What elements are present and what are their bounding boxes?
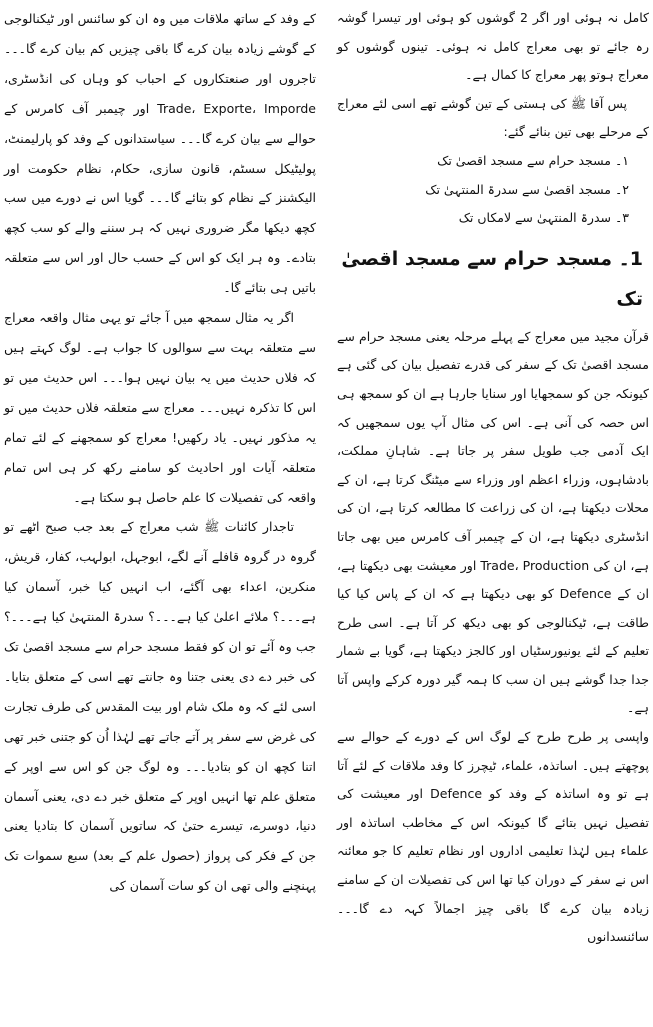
left-paragraph-1: کے وفد کے ساتھ ملاقات میں وہ ان کو سائنس اور ٹیکنالوجی کے گوشے زیادہ بیان کرے گا باقی چیزیں کم بیان کرے گا۔۔۔ تاجروں اور صنعتکاروں کے احباب کو وہاں کی انڈسٹری، Trade، Exporte، Imporde اور چیمبر آف کامرس کے حوالے سے بیان کرے گا۔۔۔ سیاستدانوں کے وفد کو پارلیمنٹ، پولیٹیکل سسٹم، قانون سازی، حکام، نظام حکومت اور الیکشنز کے نظام کو بتائے گا۔۔۔ گویا اس نے دورے میں سب کچھ دیکھا مگر ضروری نہیں کہ ہر سننے والے کو سب کچھ بتادے۔ وہ ہر ایک کو اس کے حسب حال اور اس سے متعلقہ باتیں ہی بتائے گا۔ xyxy=(4,11,317,296)
stages-list xyxy=(337,147,649,233)
stage-item-3: ۳۔ سدرۃ المنتہیٰ سے لامکاں تک xyxy=(458,210,629,226)
left-paragraph-2: اگر یہ مثال سمجھ میں آ جائے تو یہی مثال واقعہ معراج سے متعلقہ بہت سے سوالوں کا جواب ہے۔ لوگ کہتے ہیں کہ فلاں حدیث میں یہ بیان نہیں ہوا۔۔۔ اس حدیث میں تو اس کا تذکرہ نہیں۔۔۔ معراج سے متعلقہ فلاں حدیث میں تو یہ مذکور نہیں۔ یاد رکھیں! معراج کو سمجھنے کے لئے تمام متعلقہ آیات اور احادیث کو سامنے رکھ کر ہی اس تمام واقعہ کی تفصیلات کا علم حاصل ہو سکتا ہے۔ xyxy=(4,310,316,505)
left-paragraph-3: تاجدار کائنات ﷺ شب معراج کے بعد جب صبح اٹھے تو گروہ در گروہ قافلے آنے لگے، ابوجہل، ابولہب، کفار، قریش، منکرین، اعداء بھی آگئے، اب انہیں کیا خبر، آسمان کیا ہے۔۔۔؟ ملائے اعلیٰ کیا ہے۔۔۔؟ سدرۃ المنتہیٰ کیا ہے۔۔۔؟ جب وہ آئے تو ان کو فقط مسجد حرام سے مسجد اقصیٰ تک کی خبر دے دی یعنی جتنا وہ جانتے تھے اسی کے متعلق بتایا۔ اسی لئے کہ وہ ملک شام اور بیت المقدس کی طرف تجارت کی غرض سے سفر پر آتے جاتے تھے لہٰذا اُن کو جتنی خبر تھی اتنا کچھ ان کو بتادیا۔۔۔ وہ لوگ جن کو اس سے اوپر کے متعلق علم تھا انہیں اوپر کے متعلق خبر دے دی، یعنی آسمان دنیا، دوسرے، تیسرے حتیٰ کہ ساتویں آسمان کا بتادیا یعنی جن کے فکر کی پرواز (حصول علم کے بعد) سبع سموات تک پہنچنے والی تھی ان کو سات آسمان کی xyxy=(4,519,316,894)
section-heading: 1۔ مسجد حرام سے مسجد اقصیٰ تک xyxy=(341,247,643,310)
right-paragraph-4: واپسی پر طرح طرح کے لوگ اس کے دورے کے حوالے سے پوچھتے ہیں۔ اساتذہ، علماء، ٹیچرز کا وفد ملاقات کے لئے آتا ہے تو وہ اساتذہ کے وفد کو Defence اور معیشت کی تفصیل نہیں بتائے گا کیونکہ اس کے مخاطب اساتذہ اور علماء ہیں لہٰذا تعلیمی اداروں اور نظام تعلیم کا جو معائنہ اس نے سفر کے دوران کیا تھا اس کی تفصیلات ان کے سامنے زیادہ بیان کرے گا باقی چیز اجمالاً کہہ دے گا۔۔۔ سائنسدانوں xyxy=(337,729,649,945)
right-column xyxy=(337,4,649,952)
right-paragraph-2: پس آقا ﷺ کی ہستی کے تین گوشے تھے اسی لئے معراج کے مرحلے بھی تین بنائے گئے: xyxy=(337,95,649,140)
stage-item-2: ۲۔ مسجد اقصیٰ سے سدرۃ المنتہیٰ تک xyxy=(425,181,629,197)
stage-item-1: ۱۔ مسجد حرام سے مسجد اقصیٰ تک xyxy=(437,152,629,168)
right-paragraph-3: قرآن مجید میں معراج کے پہلے مرحلہ یعنی مسجد حرام سے مسجد اقصیٰ تک کے سفر کی قدرے تفصیل بیان کی گئی ہے کیونکہ جن کو سمجھایا اور سنایا جارہا ہے ان کو سمجھ ہی اس حصہ کی آنی ہے۔ اس کی مثال آپ یوں سمجھیں کہ ایک آدمی جب طویل سفر پر جاتا ہے۔ شاہانِ مملکت، بادشاہوں، وزراء اعظم اور وزراء سے میٹنگ کرتا ہے، ان کے محلات دیکھتا ہے، ان کی زراعت کا مطالعہ کرتا ہے، ان کی انڈسٹری دیکھتا ہے، ان کے چیمبر آف کامرس میں بھی جاتا ہے، ان کی Trade، Production اور معیشت بھی دیکھتا ہے، ان کے Defence کو بھی دیکھتا ہے کہ ان کے پاس کیا کیا طاقت ہے، ٹیکنالوجی کو بھی دیکھ کر آتا ہے۔ اسی طرح تعلیم کے لئے یونیورسٹیاں اور کالجز دیکھتا ہے، گویا بے شمار جدا جدا گوشے ہیں ان سب کا ہمہ گیر دورہ کرکے واپس آتا ہے۔ xyxy=(337,328,650,716)
right-paragraph-1: کامل نہ ہوئی اور اگر 2 گوشوں کو ہوئی اور تیسرا گوشہ رہ جائے تو بھی معراج کامل نہ ہوئی۔ تینوں گوشوں کو معراج ہوتو پھر معراج کا کمال ہے۔ xyxy=(337,10,649,83)
left-column xyxy=(4,4,316,901)
